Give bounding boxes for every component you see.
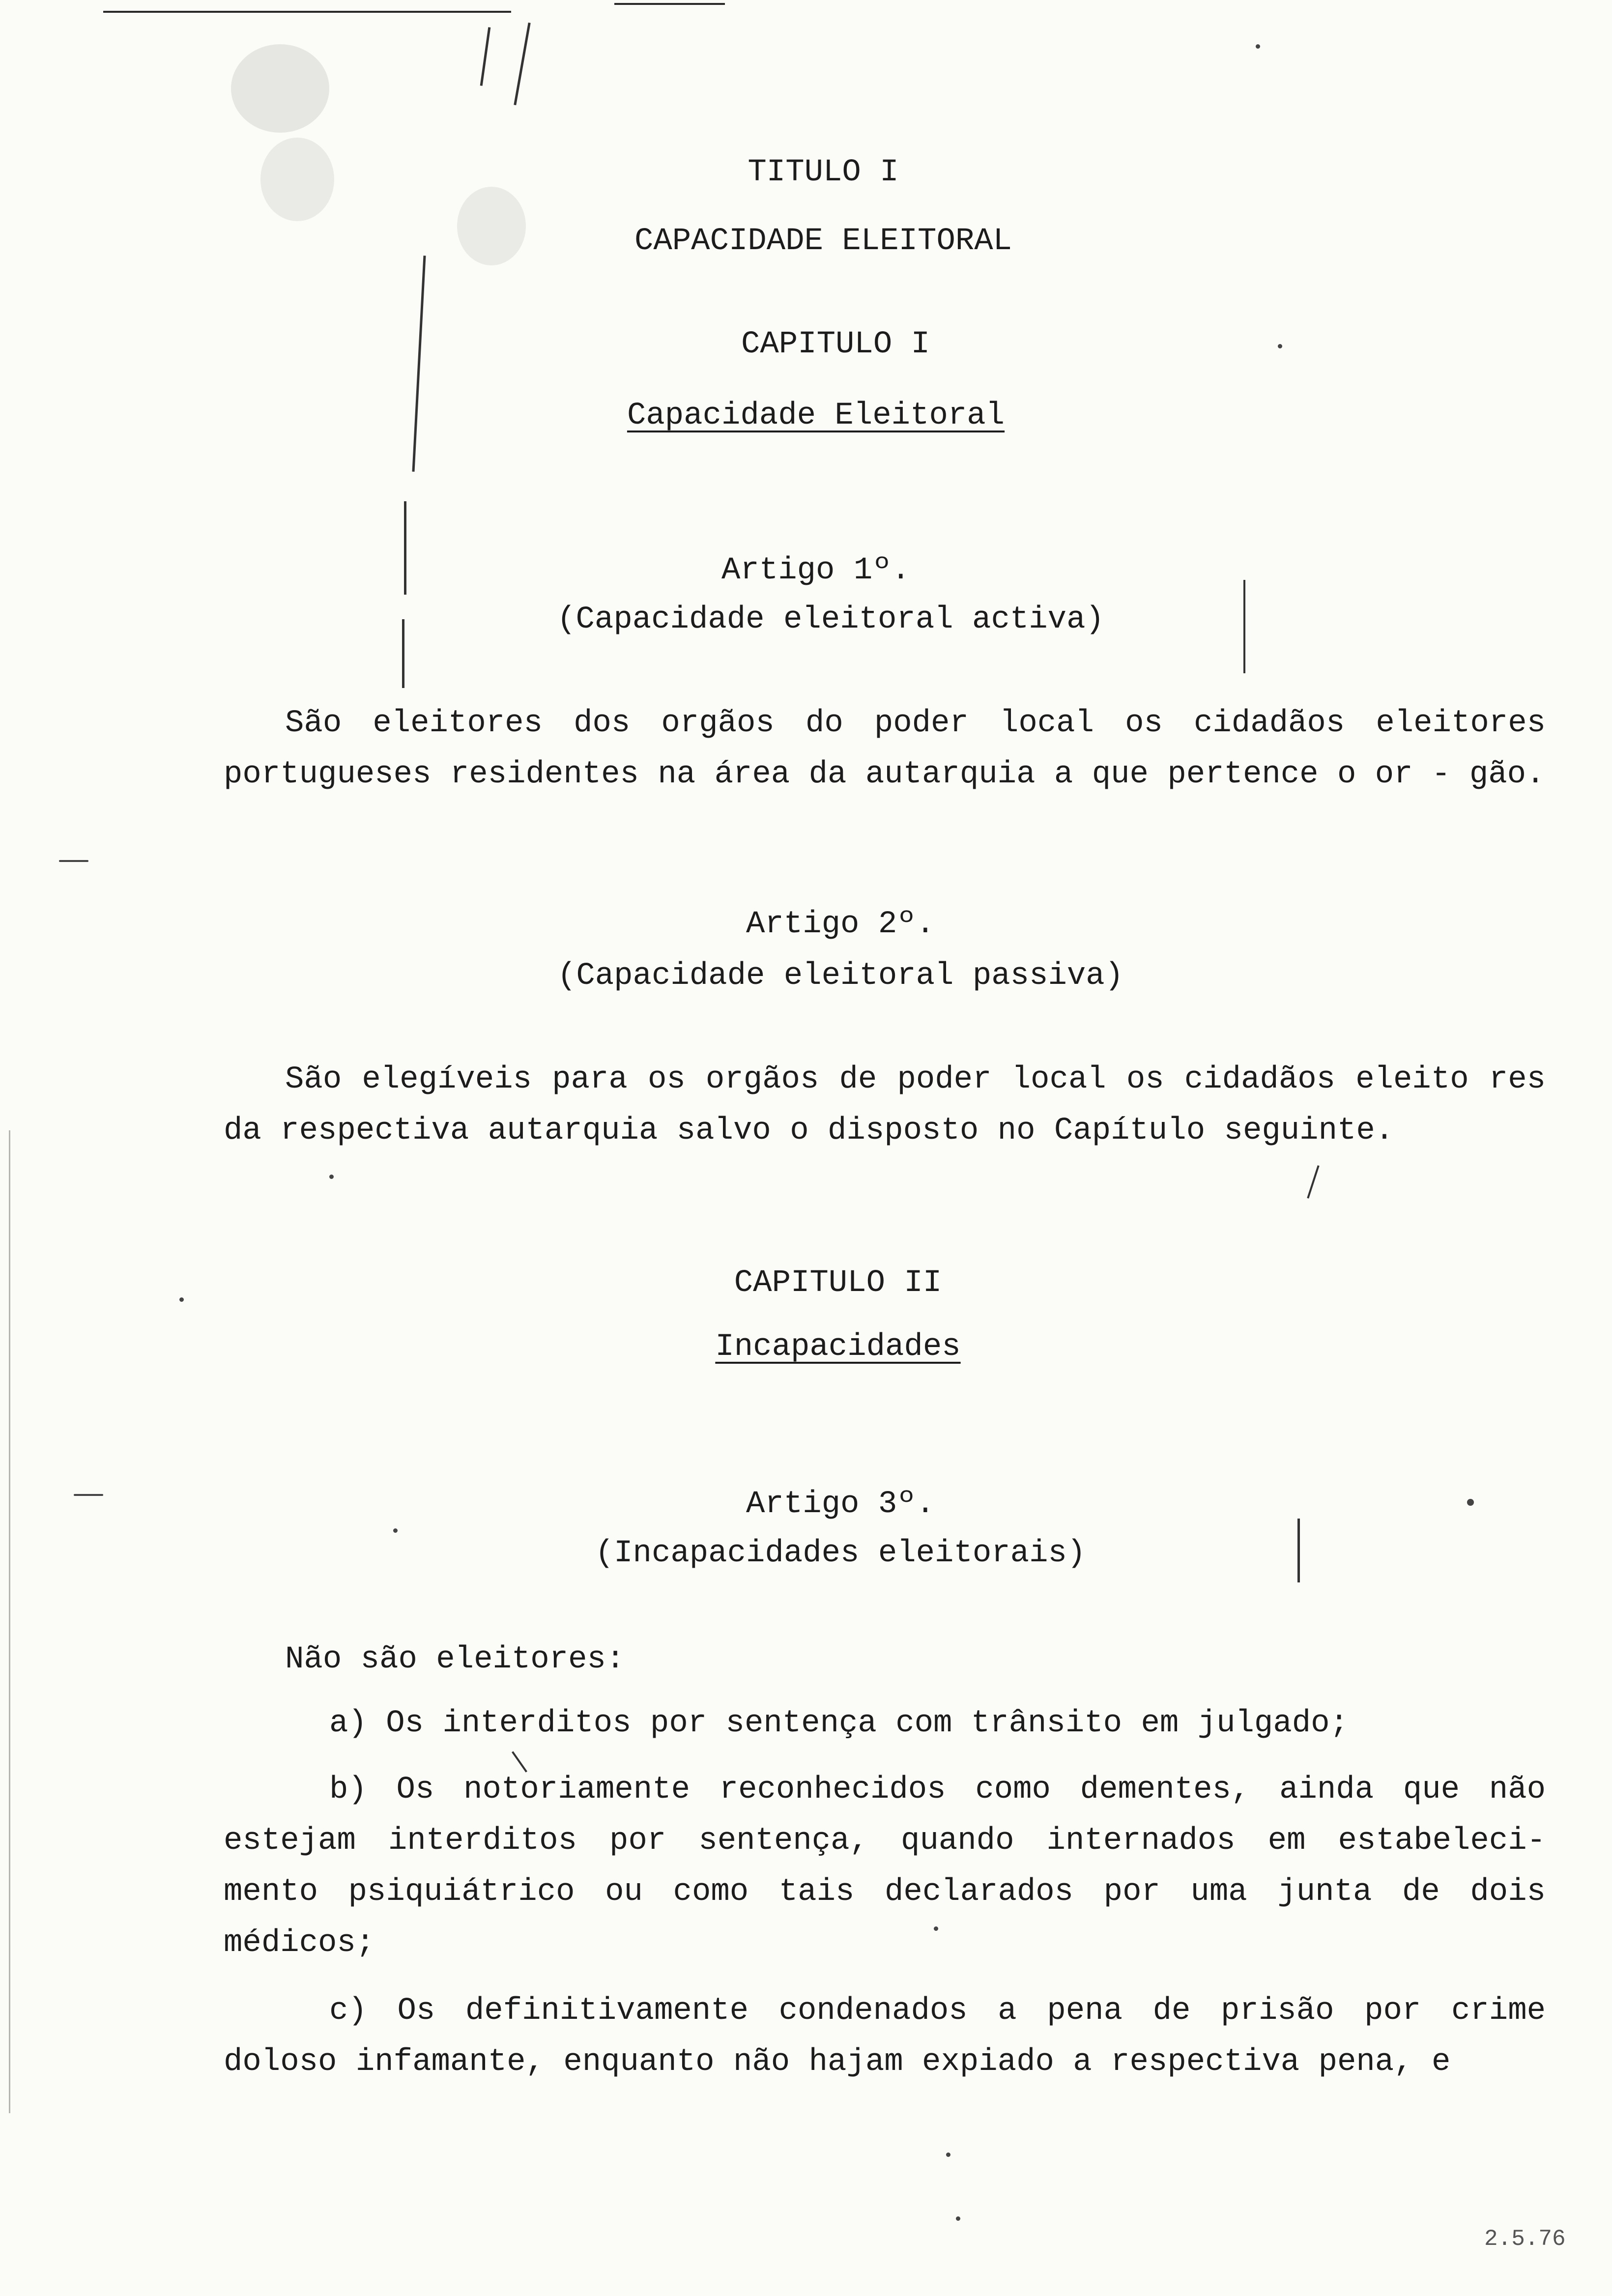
artigo-2-label: Artigo 2º.: [746, 907, 935, 942]
titulo-heading: TITULO I: [748, 155, 899, 190]
artigo-3-item-b: [224, 1764, 1546, 1969]
artigo-3-intro-text: Não são eleitores:: [285, 1642, 625, 1677]
scan-noise: [231, 44, 329, 133]
scan-dot: [956, 2216, 960, 2221]
artigo-3-item-b-text: b) Os notoriamente reconhecidos como dementes, ainda que não estejam interditos por sentença, quando internados em estabeleci- mento psiquiátrico ou como tais declarados por uma junta de dois médicos;: [224, 1772, 1546, 1961]
page-reference: 2.5.76: [1484, 2226, 1566, 2252]
artigo-3-intro: [224, 1634, 1546, 1685]
scan-dash: [59, 860, 88, 862]
artigo-2-text: [224, 1054, 1546, 1156]
artigo-2-title: (Capacidade eleitoral passiva): [557, 958, 1124, 994]
capitulo-1-title-text: Capacidade Eleitoral: [627, 398, 1005, 433]
capitulo-2-title: [32, 1329, 1612, 1365]
top-rule-left: [103, 11, 511, 13]
artigo-1-label: Artigo 1º.: [721, 553, 911, 588]
pen-mark: [1307, 1165, 1319, 1199]
scan-dot: [393, 1528, 398, 1533]
artigo-1-text: [224, 698, 1546, 800]
titulo-subtitle: CAPACIDADE ELEITORAL: [634, 224, 1012, 259]
top-rule-right: [614, 3, 725, 5]
artigo-1-title: (Capacidade eleitoral activa): [557, 602, 1104, 637]
capitulo-2-label: CAPITULO II: [734, 1265, 942, 1301]
capitulo-2-title-text: Incapacidades: [715, 1329, 961, 1365]
pen-mark: [514, 23, 530, 105]
capitulo-1-label: CAPITULO I: [741, 327, 930, 362]
artigo-3-label: Artigo 3º.: [746, 1487, 935, 1522]
artigo-1-text-content: São eleitores dos orgãos do poder local os cidadãos eleitores portugueses residentes na área da autarquia a que pertence o or - gão.: [224, 706, 1546, 792]
artigo-2-text-b: res da respectiva autarquia salvo o disposto no Capítulo seguinte.: [224, 1062, 1546, 1148]
artigo-3-item-a-text: a) Os interditos por sentença com trânsito em julgado;: [329, 1706, 1349, 1741]
capitulo-1-title: [10, 398, 1612, 433]
scan-dot: [1256, 44, 1260, 49]
pen-mark: [480, 27, 491, 86]
artigo-3-item-a: [224, 1698, 1546, 1749]
scan-dot: [329, 1175, 334, 1179]
artigo-2-text-a: São elegíveis para os orgãos de poder local os cidadãos eleito: [285, 1062, 1469, 1097]
scan-edge: [9, 1130, 10, 2113]
artigo-3-item-c: [224, 1985, 1546, 2088]
artigo-3-item-c-text: c) Os definitivamente condenados a pena de prisão por crime doloso infamante, enquanto não hajam expiado a respectiva pena, e: [224, 1993, 1546, 2080]
scan-dot: [946, 2152, 950, 2157]
artigo-3-title: (Incapacidades eleitorais): [595, 1536, 1086, 1571]
margin-line: [412, 256, 426, 472]
